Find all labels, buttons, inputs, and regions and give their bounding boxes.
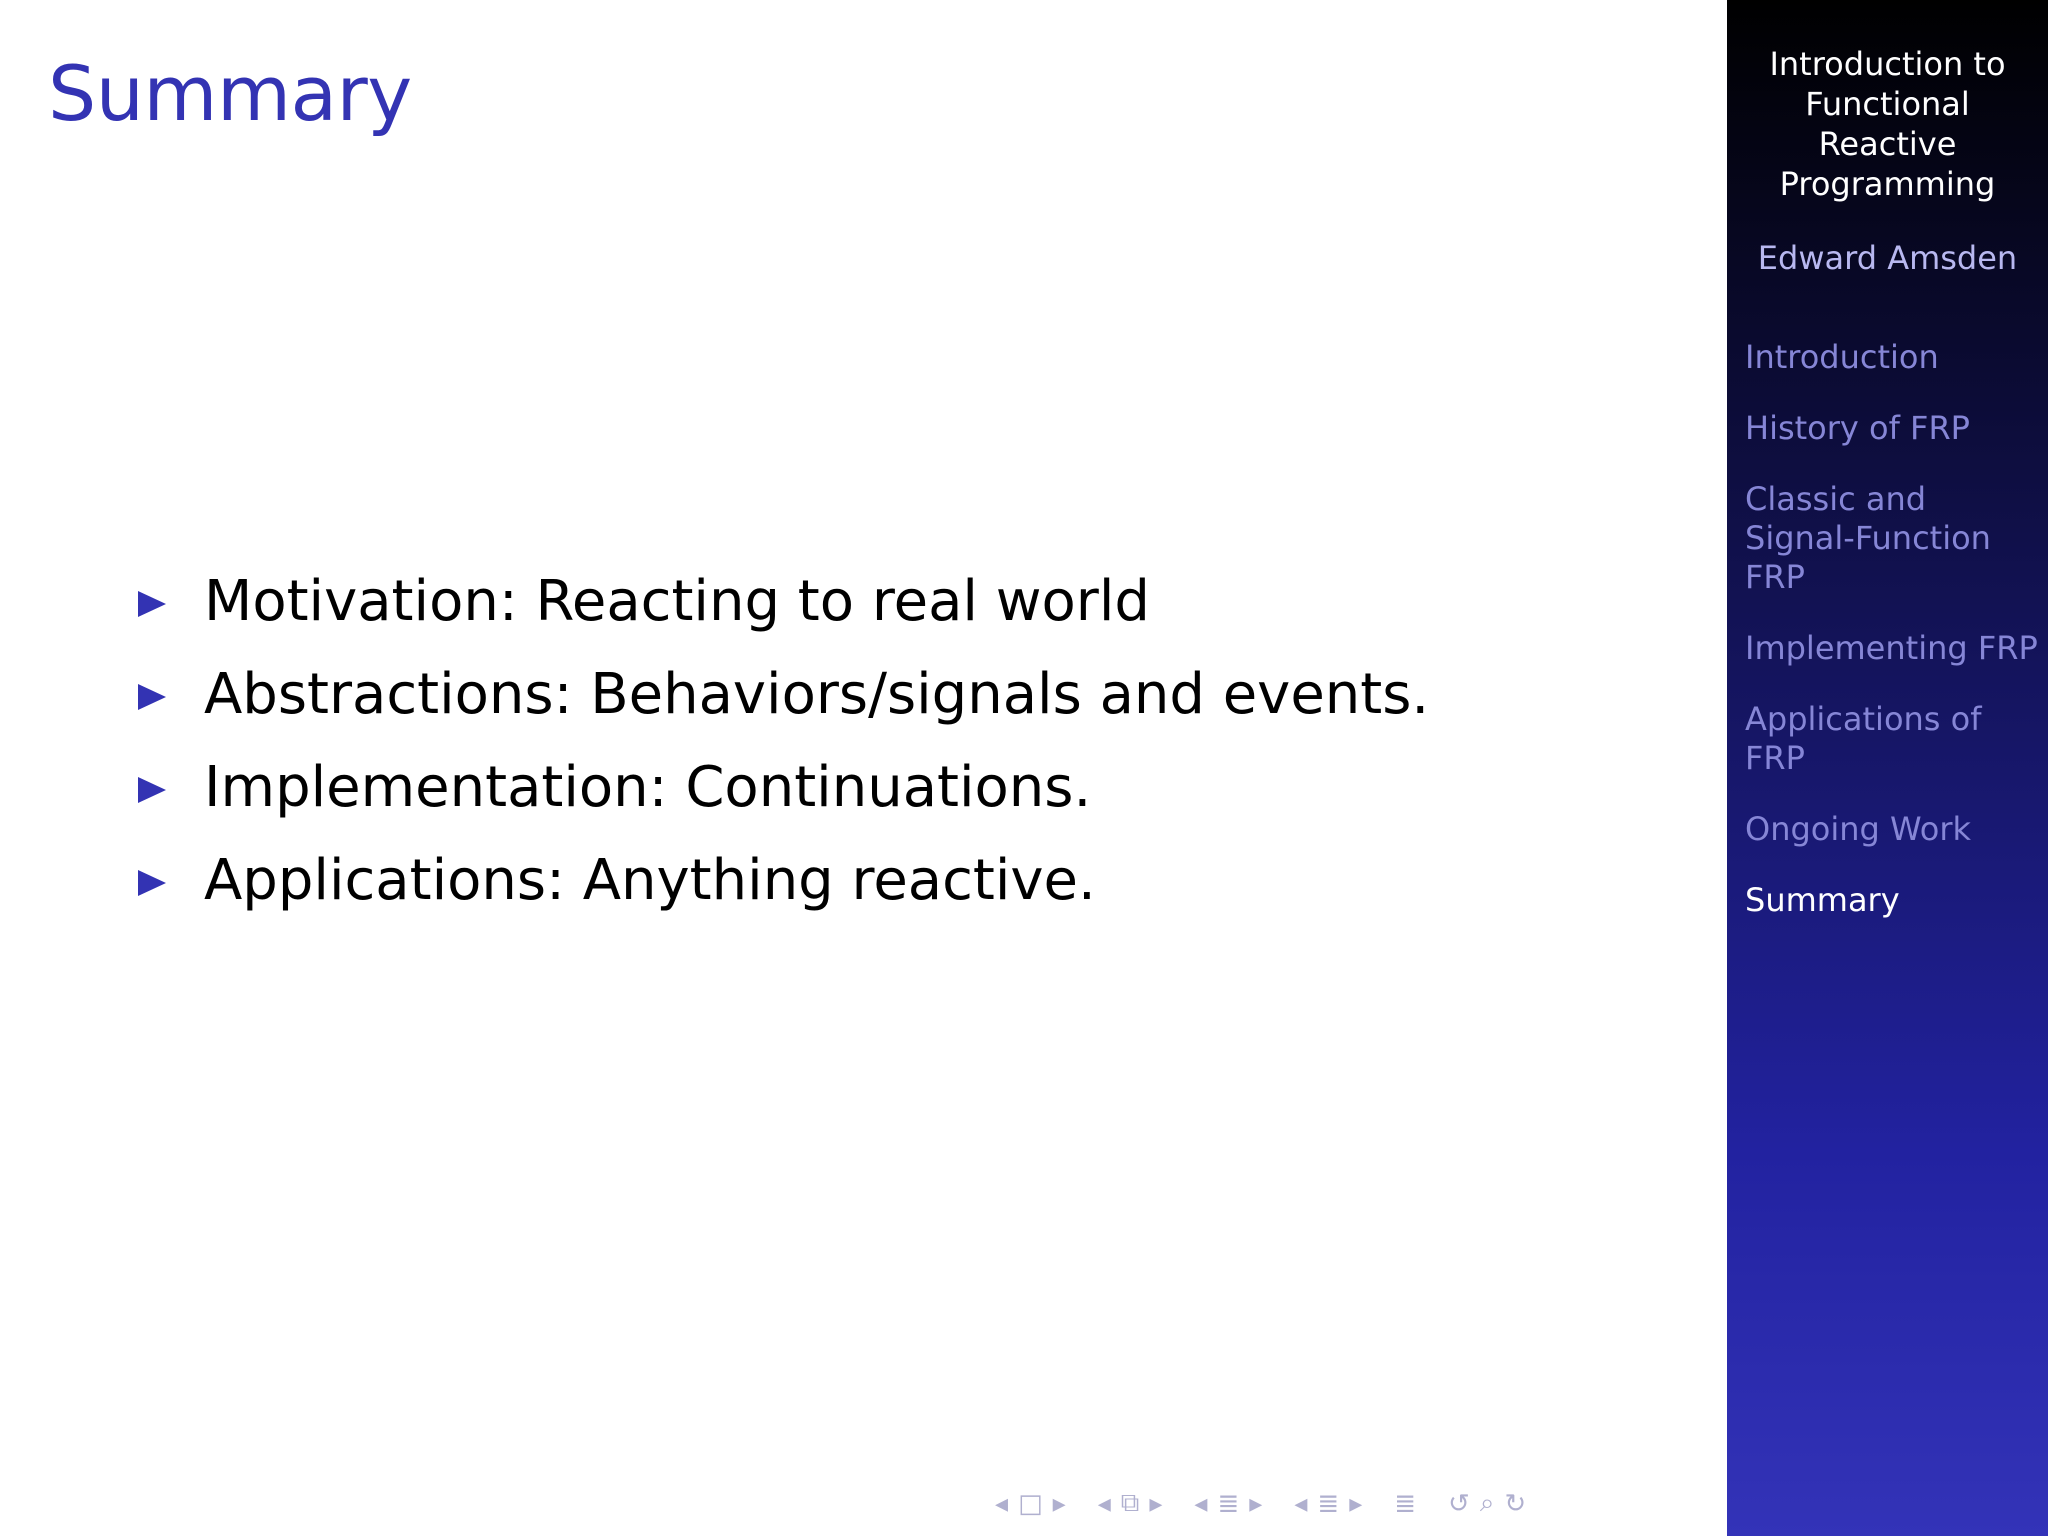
sidebar-item-history-of-frp[interactable] bbox=[1745, 409, 2045, 448]
bullet-item bbox=[138, 648, 1429, 741]
bullet-text: Abstractions: Behaviors/signals and events. bbox=[204, 662, 1430, 727]
appendix-icon[interactable]: ≣ bbox=[1317, 1488, 1340, 1519]
section-icon[interactable]: ≣ bbox=[1217, 1488, 1240, 1519]
presentation-title[interactable] bbox=[1727, 44, 2048, 204]
title-line: Functional bbox=[1805, 85, 1970, 123]
sidebar-item-applications-of-frp[interactable] bbox=[1745, 700, 2045, 778]
section-nav[interactable] bbox=[1189, 1489, 1267, 1519]
title-line: Reactive bbox=[1818, 125, 1957, 163]
bullet-list bbox=[138, 555, 1429, 927]
sidebar-item-classic-and-signal-function-frp[interactable] bbox=[1745, 480, 2045, 597]
slide-title: Summary bbox=[48, 49, 412, 138]
frame-nav[interactable] bbox=[990, 1489, 1071, 1519]
triangle-bullet-icon bbox=[138, 591, 166, 617]
prev-subsection-icon[interactable]: ◂ bbox=[1097, 1488, 1111, 1519]
sidebar-nav bbox=[1745, 338, 2045, 952]
sidebar bbox=[1727, 0, 2048, 1536]
next-subsection-icon[interactable]: ▸ bbox=[1149, 1488, 1163, 1519]
back-icon[interactable]: ↺ bbox=[1448, 1488, 1470, 1519]
appendix-nav[interactable] bbox=[1289, 1489, 1367, 1519]
nav-item-label: Implementing FRP bbox=[1745, 629, 2038, 667]
toc-nav[interactable] bbox=[1389, 1489, 1421, 1519]
title-line: Programming bbox=[1779, 165, 1996, 203]
nav-item-label: FRP bbox=[1745, 739, 1805, 777]
search-icon[interactable]: ⌕ bbox=[1479, 1488, 1495, 1518]
nav-item-label: Applications of bbox=[1745, 700, 1982, 738]
prev-frame-icon[interactable]: ◂ bbox=[995, 1488, 1009, 1519]
forward-icon[interactable]: ↻ bbox=[1504, 1488, 1527, 1519]
triangle-bullet-icon bbox=[138, 870, 166, 896]
nav-item-label: Signal-Function bbox=[1745, 519, 1991, 557]
bullet-text: Applications: Anything reactive. bbox=[204, 848, 1096, 913]
next-section-icon[interactable]: ▸ bbox=[1249, 1488, 1263, 1519]
nav-item-label: Ongoing Work bbox=[1745, 810, 1972, 848]
history-nav[interactable] bbox=[1443, 1488, 1531, 1519]
presentation-author: Edward Amsden bbox=[1757, 239, 2018, 277]
bullet-text: Implementation: Continuations. bbox=[204, 755, 1092, 820]
title-line: Introduction to bbox=[1769, 45, 2006, 83]
triangle-bullet-icon bbox=[138, 777, 166, 803]
bullet-item bbox=[138, 555, 1429, 648]
nav-item-label: FRP bbox=[1745, 558, 1805, 596]
bullet-text: Motivation: Reacting to real world bbox=[204, 569, 1150, 634]
nav-item-label: Introduction bbox=[1745, 338, 1939, 376]
sidebar-item-summary[interactable] bbox=[1745, 881, 2045, 920]
toc-icon[interactable]: ≣ bbox=[1394, 1488, 1417, 1519]
next-frame-icon[interactable]: ▸ bbox=[1052, 1488, 1066, 1519]
sidebar-item-introduction[interactable] bbox=[1745, 338, 2045, 377]
bullet-item bbox=[138, 741, 1429, 834]
frame-icon[interactable]: □ bbox=[1018, 1488, 1043, 1519]
triangle-bullet-icon bbox=[138, 684, 166, 710]
next-appendix-icon[interactable]: ▸ bbox=[1349, 1488, 1363, 1519]
prev-section-icon[interactable]: ◂ bbox=[1194, 1488, 1208, 1519]
bullet-item bbox=[138, 834, 1429, 927]
sidebar-item-implementing-frp[interactable] bbox=[1745, 629, 2045, 668]
sidebar-item-ongoing-work[interactable] bbox=[1745, 810, 2045, 849]
nav-item-label: Summary bbox=[1745, 881, 1900, 919]
subsection-nav[interactable] bbox=[1093, 1488, 1168, 1519]
nav-item-label: Classic and bbox=[1745, 480, 1927, 518]
beamer-navigation-bar bbox=[990, 1488, 1553, 1519]
nav-item-label: History of FRP bbox=[1745, 409, 1970, 447]
subsection-icon[interactable]: ⧉ bbox=[1120, 1488, 1140, 1518]
prev-appendix-icon[interactable]: ◂ bbox=[1294, 1488, 1308, 1519]
